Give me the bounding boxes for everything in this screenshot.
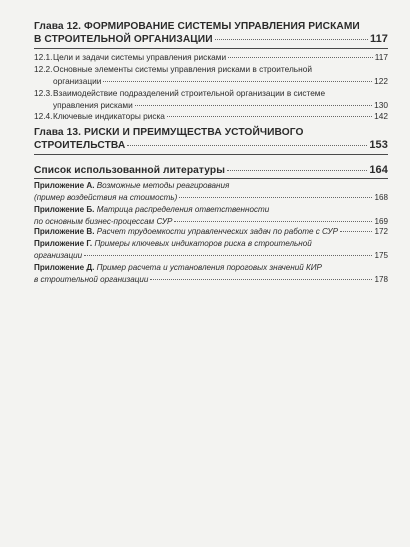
- appendix-page: 168: [374, 193, 388, 202]
- chapter-13-entry: [34, 126, 388, 152]
- dot-leader: [103, 81, 372, 82]
- chapter-12-title-line1: Глава 12. ФОРМИРОВАНИЕ СИСТЕМЫ УПРАВЛЕНИЯ РИСКАМИ: [34, 21, 360, 32]
- section-12-1: [34, 51, 388, 63]
- chapter-13-title-line2: СТРОИТЕЛЬСТВА: [34, 140, 126, 151]
- dot-leader: [127, 145, 367, 146]
- appendix-label: Приложение Г.: [34, 239, 93, 248]
- dot-leader: [227, 170, 367, 171]
- appendix-g: [34, 238, 388, 262]
- dot-leader: [167, 116, 372, 117]
- chapter-12-divider: [34, 48, 388, 49]
- chapter-12-entry: [34, 20, 388, 46]
- section-title: Основные элементы системы управления рисками в строительной: [53, 64, 312, 74]
- dot-leader: [340, 231, 372, 232]
- appendix-page: 172: [374, 227, 388, 236]
- appendix-page: 178: [374, 275, 388, 284]
- appendix-label: Приложение Д.: [34, 263, 95, 272]
- appendix-title: Матрица распределения ответственности: [96, 205, 270, 214]
- appendix-label: Приложение Б.: [34, 205, 95, 214]
- section-title-cont: организации: [53, 76, 102, 86]
- section-title: Ключевые индикаторы риска: [53, 111, 165, 121]
- section-page: 142: [374, 111, 388, 121]
- dot-leader: [228, 57, 373, 58]
- appendix-title-cont: по основным бизнес-процессам СУР: [34, 217, 173, 226]
- appendix-a: [34, 180, 388, 204]
- appendix-label: Приложение А.: [34, 181, 95, 190]
- chapter-12-title-line2: В СТРОИТЕЛЬНОЙ ОРГАНИЗАЦИИ: [34, 34, 213, 45]
- appendix-title-cont: (пример воздействия на стоимость): [34, 193, 178, 202]
- chapter-12-page: 117: [369, 33, 388, 45]
- section-page: 130: [374, 100, 388, 110]
- appendix-title: Пример расчета и установления пороговых значений КИР: [96, 263, 322, 272]
- section-page: 117: [374, 52, 388, 62]
- appendix-title: Возможные методы реагирования: [96, 181, 230, 190]
- section-number: 12.3.: [34, 88, 53, 98]
- appendix-label: Приложение В.: [34, 227, 95, 236]
- dot-leader: [215, 39, 368, 40]
- dot-leader: [135, 105, 372, 106]
- appendix-title-cont: в строительной организации: [34, 275, 149, 284]
- appendix-page: 169: [374, 217, 388, 226]
- chapter-13-divider: [34, 154, 388, 155]
- section-title: Взаимодействие подразделений строительной организации в системе: [53, 88, 326, 98]
- section-page: 122: [374, 76, 388, 86]
- section-number: 12.2.: [34, 64, 53, 74]
- dot-leader: [179, 197, 372, 198]
- dot-leader: [174, 221, 372, 222]
- dot-leader: [84, 255, 372, 256]
- section-number: 12.4.: [34, 111, 53, 121]
- chapter-13-page: 153: [369, 139, 388, 151]
- literature-title: Список использованной литературы: [34, 165, 226, 176]
- section-number: 12.1.: [34, 52, 53, 62]
- section-12-3: [34, 87, 388, 111]
- appendix-page: 175: [374, 251, 388, 260]
- section-12-2: [34, 63, 388, 87]
- section-12-4: [34, 110, 388, 122]
- appendix-v: [34, 226, 388, 238]
- section-title: Цели и задачи системы управления рисками: [53, 52, 227, 62]
- appendix-title: Примеры ключевых индикаторов риска в строительной: [94, 239, 312, 248]
- literature-entry: [34, 164, 388, 177]
- appendix-b: [34, 204, 388, 228]
- literature-divider: [34, 178, 388, 179]
- dot-leader: [150, 279, 372, 280]
- literature-page: 164: [369, 164, 388, 176]
- section-title-cont: управления рисками: [53, 100, 133, 110]
- appendix-title: Расчет трудоемкости управленческих задач по работе с СУР: [96, 227, 338, 236]
- chapter-13-title-line1: Глава 13. РИСКИ И ПРЕИМУЩЕСТВА УСТОЙЧИВОГО: [34, 127, 304, 138]
- appendix-d: [34, 262, 388, 286]
- appendix-title-cont: организации: [34, 251, 83, 260]
